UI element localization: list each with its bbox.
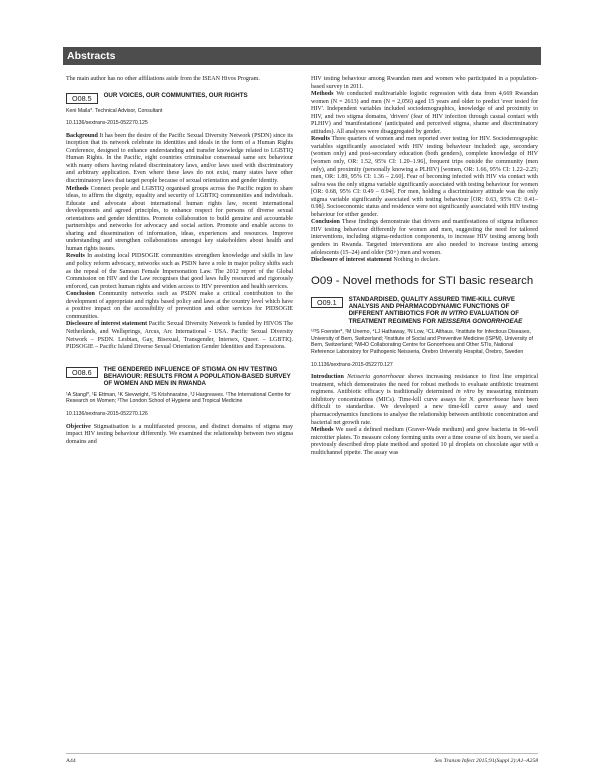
text-italic: in vitro (456, 389, 475, 396)
text-results: In assisting local PIDSOGIE communities strengthen knowledge and skills in law and policy reform advocacy, networks such as PSDN have a role in major policy shifts such as the repeal of the Samoan Female Impersonation Law. The 2012 report of the Global Commission on HIV and the Law recognises that good laws fully resourced and rigorously enforced, can protect human rights and widen access to HIV prevention and health services. (66, 253, 293, 290)
abstract-code: O09.1 (311, 297, 343, 308)
text-conclusion: Community networks such as PSDN make a critical contribution to the development of appropriate and rights based policy and laws at the country level which have a positive impact on the accessibility of prevention and other services for PIDSOGIE communities. (66, 291, 293, 320)
label-conclusion: Conclusion (311, 219, 340, 226)
abstract-code: O08.6 (66, 367, 98, 378)
abstract-disclosure (66, 321, 293, 351)
text-methods: Connect people and LGBTIQ organised groups across the Pacific region to share ideas, to affirm the dignity, equality and security of LGBTIQ communities and individuals. Educate and advocate about international human rights law, recent international developments and agreed principles, to enhance respect for persons of diverse sexual orientations and gender identities. Promote collaboration to build genuine and accountable partnerships and networks for advocacy and social action. Promote and enable access to sharing and dissemination of information, ideas, experiences and resources. Improve understanding and strengthen collaborations amongst key stakeholders about health and human rights issues. (66, 185, 293, 252)
label-introduction: Introduction (311, 374, 344, 381)
abstract-conclusion (311, 219, 538, 257)
title-part: STANDARDISED, QUALITY ASSURED TIME-KILL CURVE ANALYSIS AND PHARMACODYNAMIC FUNCTIONS OF DIFFERENT ANTIBIOTICS FOR (348, 295, 515, 318)
abstract-authors: ¹A Stangl*, ¹E Ettman, ¹K Sievwright, ²S Krishnaratne, ³J Hargreaves. ¹The International Centre for Research on Women; ²The London School of Hygiene and Tropical Medicine (66, 391, 291, 405)
label-methods: Methods (66, 185, 89, 192)
abstract-title: OUR VOICES, OUR COMMUNITIES, OUR RIGHTS (103, 91, 248, 99)
abstract-methods (311, 91, 538, 136)
section-header-bar (63, 47, 541, 65)
label-objective: Objective (66, 423, 91, 430)
abstract-doi: 10.1136/sextrans-2015-052270.127 (311, 361, 393, 368)
abstract-results (66, 253, 293, 291)
abstract-code: O08.5 (66, 93, 98, 104)
left-column (66, 76, 293, 446)
abstract-methods (311, 427, 538, 457)
abstract-doi: 10.1136/sextrans-2015-052270.126 (66, 411, 148, 417)
continued-paragraph: HIV testing behaviour among Rwandan men and women who participated in a population-based survey in 2011. (311, 76, 538, 90)
label-methods: Methods (311, 91, 334, 98)
section-header-title: Abstracts (67, 50, 116, 62)
abstract-results (311, 136, 538, 219)
abstract-header (66, 92, 293, 104)
section-title: O09 - Novel methods for STI basic research (311, 274, 534, 287)
right-column (311, 76, 538, 457)
text-background: It has been the desire of the Pacific Sexual Diversity Network (PSDN) since its inception that its network celebrate its identities and ideals in the form of a Human Rights Conference, designed to enhance understanding and transfer knowledge related to LGBTIQ Human Rights. In the Pacific, eight countries criminalise consensual same sex behaviour with many others having related discriminatory laws, and/or laws used with discriminatory and arbitrary application. Even where these laws do not exist, many states have other discriminatory laws that target people because of sexual orientation and gender identity. (66, 132, 293, 185)
text-italic: Neisseria gonorrhoeae (343, 374, 405, 381)
text-introduction: by measuring minimum inhibitory concentrations (MICs). Time-kill curve assays for (311, 389, 538, 403)
footer-rule (66, 753, 538, 754)
text-introduction: shows increasing resistance to first line empirical treatment, which demonstrates the need for robust methods to evaluate antibiotic treatment regimens. Antibiotic efficacy is traditionally determined (311, 374, 539, 396)
abstract-objective (66, 424, 293, 447)
label-background: Background (66, 132, 98, 139)
title-italic: NEISSERIA GONORRHOEAE (437, 317, 523, 325)
label-methods: Methods (311, 427, 334, 434)
text-methods: We used a defined medium (Graver-Wade medium) and grew bacteria in 96-well microtiter plates. To measure colony forming units over a time course of six hours, we used a previously described drop plate method and spotted 10 µl droplets on chocolate agar with a multichannel pipette. The assay was (311, 427, 538, 456)
journal-citation: Sex Transm Infect 2015;91(Suppl 2):A1–A258 (434, 758, 538, 764)
label-results: Results (311, 136, 330, 143)
label-results: Results (66, 253, 85, 260)
text-objective: Stigmatisation is a multifaceted process, and distinct domains of stigma may impact HIV testing behaviour differently. We examined the relationship between two stigma domains and (66, 423, 293, 445)
text-conclusion: These findings demonstrate that drivers and manifestations of stigma influence HIV testing behaviour differently for women and men, suggesting the need for tailored interventions, including stigma-reduction components, to increase HIV testing among both genders in Rwanda. Targeted interventions are also needed to increase testing among adolescents (15–24) and older (50+) men and women. (311, 219, 538, 256)
abstract-disclosure (311, 257, 538, 265)
label-disclosure: Disclosure of interest statement (311, 257, 392, 264)
text-disclosure: Pacific Sexual Diversity Network is funded by HIVOS The Netherlands, and Wellsprings, Arcus, Arc International - USA. Pacific Sexual Diversity Network – PSDN. Lesbian, Gay, Bisexual, Transgender, Intersex, Queer. – LGBTIQ. PIDSOGIE – Pacific Island Diverse Sexual Orientation Gender Identities and Expressions. (66, 321, 293, 351)
abstract-conclusion (66, 291, 293, 321)
text-methods: We conducted multivariable logistic regression with data from 4,669 Rwandan women (N = 2613) and men (N = 2,056) aged 15 years and older to predict 'ever tested for HIV'. Independent variables included sociodemographics, knowledge of and proximity to HIV, and two stigma domains, 'drivers' (fear of HIV infection through casual contact with PLHIV) and 'manifestations' (anticipated and perceived stigma, shame and discriminatory attitudes). All analyses were disaggregated by gender. (311, 91, 538, 135)
text-italic: N. gonorrhoeae (469, 396, 510, 403)
title-italic: IN VITRO (440, 310, 468, 318)
abstract-doi: 10.1136/sextrans-2015-052270.125 (66, 120, 148, 127)
text-introduction: have been difficult to standardise. We developed a new time-kill curve assay and used pharmacodynamics functions to analyse the relationship between antibiotic concentration and bacterial net growth rate. (311, 396, 538, 426)
label-conclusion: Conclusion (66, 291, 95, 298)
abstract-authors: ¹²³S Foerster*, ²M Unemo, ⁴LJ Hathaway, ³N Low, ¹CL Althaus. ¹Institute for Infectious Diseases, University of Bern, Switzerland; ²Institute of Social and Preventive Medicine (ISPM), University of Bern, Switzerland; ³WHO Collaborating Centre for Gonorrhoea and Other STIs, National Reference Laboratory for Pathogenic Neisseria, Örebro University Hospital, Örebro, Sweden (311, 329, 533, 356)
title-part: EVALUATION OF TREATMENT REGIMENS FOR (348, 310, 520, 325)
abstract-title (349, 296, 538, 326)
abstract-header (66, 366, 293, 388)
abstract-authors: Keni Maila*. Technical Advisor, Consultant (66, 107, 163, 114)
abstract-title: THE GENDERED INFLUENCE OF STIGMA ON HIV TESTING BEHAVIOUR: RESULTS FROM A POPULATION-BASED SURVEY OF WOMEN AND MEN IN RWANDA (103, 365, 291, 388)
abstract-header (311, 296, 538, 326)
text-results: Three quarters of women and men reported ever testing for HIV. Sociodemographic variables significantly associated with HIV testing behaviour included: age, secondary (women only) and post-secondary education (both genders), complete knowledge of HIV [women only, OR: 1.52, 95% CI: 1.20–1.96], frequent trips outside the community (men only), and proximity (personally knowing a PLHIV) [women, OR: 1.66, 95% CI: 1.22–2.25; men, OR: 1.89, 95% CI: 1.36 – 2.60]. Fear of becoming infected with HIV via contact with saliva was the only stigma variable significantly associated with testing behaviour for women [OR: 0.68, 95% CI: 0.49 – 0.94]. For men, holding a discriminatory attitude was the only stigma variable significantly associated with testing behaviour [OR: 0.63, 95% CI: 0.41–0.98]. Socioeconomic status and residence were not significantly associated with HIV testing behaviour for either gender. (311, 136, 538, 218)
abstract-introduction (311, 374, 538, 427)
label-disclosure: Disclosure of interest statement (66, 321, 148, 328)
text-disclosure: Nothing to declare. (391, 257, 440, 264)
abstract-background (66, 133, 293, 186)
abstract-methods (66, 186, 293, 254)
page-footer (66, 758, 538, 765)
page-number: A44 (66, 758, 76, 764)
intro-paragraph: The main author has no other affiliations aside from the ISEAN Hivos Program. (66, 76, 260, 82)
